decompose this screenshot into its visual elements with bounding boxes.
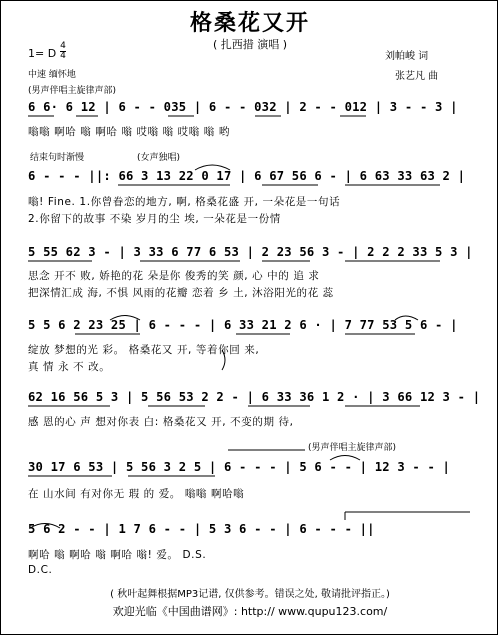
female-solo-label: (女声独唱) [137, 153, 181, 163]
score-row-3-notes: 5 55 62 3 - | 3 33 6 77 6 53 | 2 23 56 3 - | 2 2 2 33 5 3 | [28, 245, 473, 259]
score-row-7-lyrics-2: D.C. [28, 564, 53, 576]
score-row-2-lyrics-verse-1: 嗡! Fine. 1.你曾眷恋的地方, 啊, 格桑花盛 开, 一朵花是一句话 [28, 196, 341, 208]
composer-credit: 张艺凡 曲 [395, 71, 439, 82]
male-voice-label: (男声伴唱主旋律声部) [308, 443, 397, 453]
score-row-2-notes: 6 - - - ||: 66 3 13 22 0 17 | 6 67 56 6 - | 6 63 33 63 2 | [28, 169, 466, 183]
score-row-6-notes: 30 17 6 53 | 5 56 3 2 5 | 6 - - - | 5 6 - - | 12 3 - - | [28, 460, 451, 474]
website-credit: 欢迎光临《中国曲谱网》: http:// www.qupu123.com/ [112, 605, 388, 618]
score-row-7-lyrics-1: 啊哈 嗡 啊哈 嗡 啊哈 嗡! 爱。 D.S. [28, 549, 207, 561]
score-row-2-lyrics-verse-2: 2.你留下的故事 不染 岁月的尘 埃, 一朵花是一份情 [28, 213, 281, 225]
verse-bracket [222, 350, 225, 370]
tempo-marking: 中速 缅怀地 [28, 70, 76, 80]
score-row-4-notes: 5 5 6 2 23 25 | 6 - - - | 6 33 21 2 6 · | 7 77 53 5 6 - | [28, 318, 458, 332]
time-signature-bottom: 4 [60, 51, 66, 61]
score-row-7-notes: 5 6 2 - - | 1 7 6 - - | 5 3 6 - - | 6 - - - || [28, 522, 375, 536]
score-row-3-lyrics-verse-2: 把深情汇成 海, 不惧 风雨的花瓣 恋着 乡 土, 沐浴阳光的花 蕊 [28, 287, 334, 299]
performer-subtitle: ( 扎西措 演唱 ) [212, 38, 288, 51]
song-title: 格桑花又开 [189, 11, 310, 36]
lyricist-credit: 刘帕峻 词 [385, 51, 429, 62]
slur-mark [395, 316, 418, 320]
score-row-3-lyrics-verse-1: 思念 开不 败, 娇艳的花 朵是你 俊秀的笑 颜, 心 中的 追 求 [28, 270, 320, 282]
score-row-5-notes: 62 16 56 5 3 | 5 56 53 2 2 - | 6 33 36 1 2 · | 3 66 12 3 - | [28, 390, 481, 404]
score-row-4-lyrics-verse-1: 绽放 梦想的光 彩。 格桑花又 开, 等着你回 来, [28, 344, 260, 356]
key-signature: 1= D [28, 47, 57, 60]
intro-voice-label: (男声伴唱主旋律声部) [28, 86, 117, 96]
slur-mark [30, 524, 60, 529]
time-signature-top: 4 [60, 41, 66, 51]
slur-mark [110, 316, 140, 321]
score-row-1-notes: 6 6· 6 12 | 6 - - 035 | 6 - - 032 | 2 - - 012 | 3 - - 3 | [28, 100, 458, 114]
ending-tempo-label: 结束句时渐慢 [30, 153, 85, 163]
slur-mark [330, 456, 360, 461]
transcription-note: ( 秋叶起舞根据MP3记谱, 仅供参考。错误之处, 敬请批评指正。) [110, 589, 390, 600]
score-row-5-lyrics: 感 恩的心 声 想对你表 白: 格桑花又 开, 不变的期 待, [28, 416, 294, 428]
slur-mark [195, 165, 230, 170]
score-row-1-lyrics: 嗡嗡 啊哈 嗡 啊哈 嗡 哎嗡 嗡 哎嗡 嗡 哟 [28, 126, 230, 138]
score-row-6-lyrics: 在 山水间 有对你无 瑕 的 爱。 嗡嗡 啊哈嗡 [28, 488, 245, 500]
score-row-4-lyrics-verse-2: 真 情 永 不 改。 [28, 361, 111, 373]
